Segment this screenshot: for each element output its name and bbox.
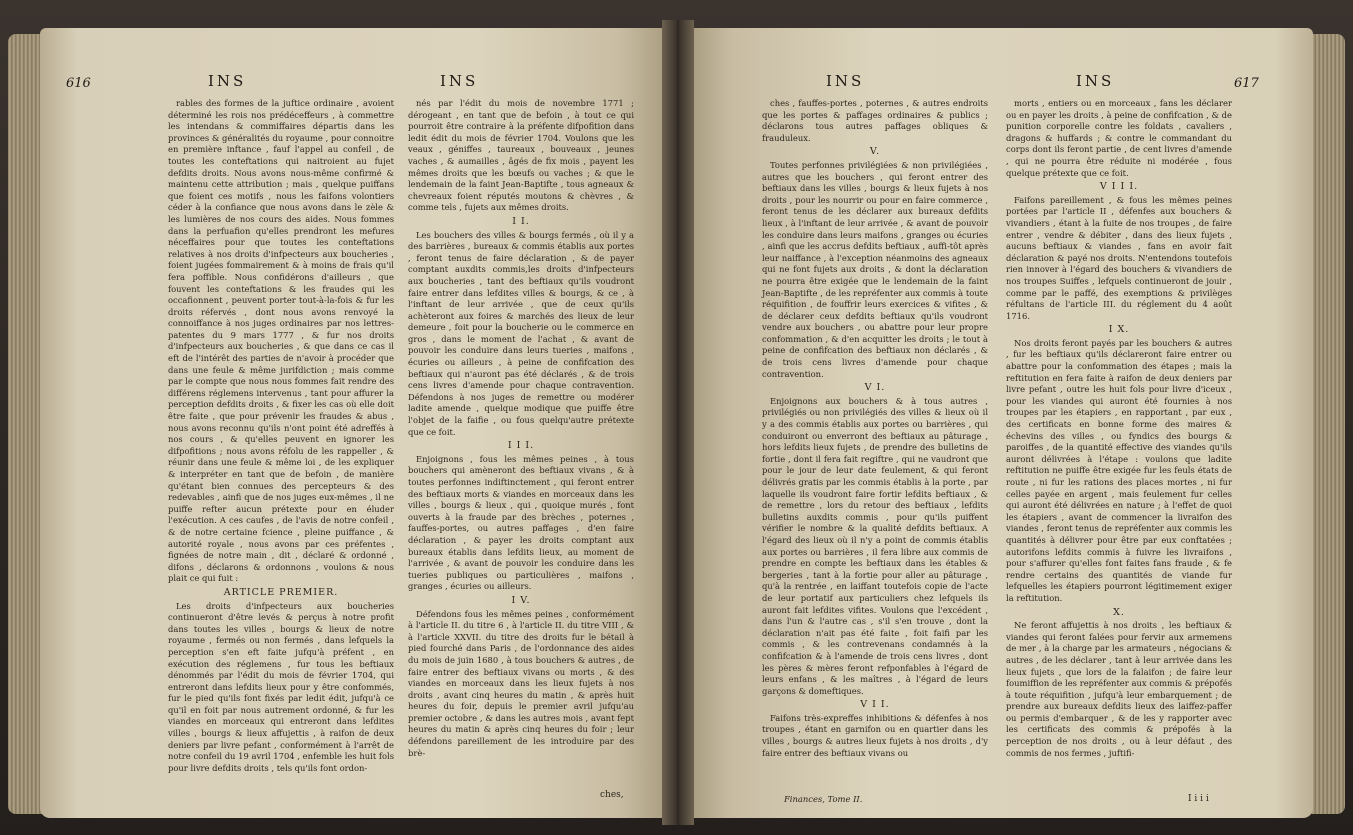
paragraph: Enjoignons aux bouchers & à tous autres , privilégiés ou non privilégiés des villes & lieux où il y a des commis établis aux portes ou barrières , qui conduiront ou enverront des beftiaux au pâturage , hors lefdits lieux fujets , de prendre des bulletins de fortie , dont il fera fait regiftre , qui ne vaudront que pour le jour de leur date feulement, & qui feront délivrés gratis par les commis établis à la porte , par laquelle ils voudront faire fortir lefdits beftiaux , & de remettre , lors du retour des beftiaux , lefdits bulletins auxdits commis , pour qu'ils puiffent vérifier le nombre & la qualité defdits beftiaux. A l'égard des lieux où il n'y a point de commis établis aux portes ou barrières , il fera libre aux commis de prendre en compte les beftiaux dans les étables & bergeries , tant à la fortie pour aller au pâturage , qu'à la rentrée , en laiffant toutefois copie de l'acte de leur portatif aux particuliers chez lefquels ils auront fait lefdites vifites. Voulons que l'excédent , dans l'un & l'autre cas , s'il s'en trouve , dont la déclaration n'ait pas été faite , foit faifi par les commis , & les contrevenans condamnés à la confifcation & à l'amende de trois cens livres , dont les pères & mères feront refponfables à l'égard de leurs enfans , & les maîtres , à l'égard de leurs garçons & domeftiques.	[762, 395, 988, 696]
section-heading: V I I.	[860, 699, 890, 711]
page-footer: Finances, Tome II.	[784, 794, 863, 804]
paragraph: rables des formes de la juftice ordinaire , avoient déterminé les rois nos prédéceffeurs , à commettre les intendans & commiffaires départis dans les provinces & généralités du royaume , pour connoitre en première inftance , fauf l'appel au confeil , de toutes les conteftations qui naitroient au fujet defdits droits. Nous avons nous-même confirmé & maintenu cette attribution ; mais , quelque puiffans que foient ces motifs , nous les faifons volontiers céder à la confiance que nous avons dans le zèle & les lumières de nos cours des aides. Nous fommes dans la perfuafion qu'elles prendront les mefures néceffaires pour que toutes les conteftations relatives à nos droits d'infpecteurs aux boucheries , foient jugées fommairement & à moins de frais qu'il fera poffible. Nous confidérons d'ailleurs , que fouvent les conteftations & les fraudes qui les occafionnent , peuvent porter tout-à-la-fois & fur les droits réfervés , dont nous avons renvoyé la connoiffance à nos juges ordinaires par nos lettres-patentes du 9 mars 1777 , & fur nos droits d'infpecteurs aux boucheries , & que dans ce cas il eft de l'intérêt des parties de n'avoir à procéder que dans une feule & même jurifdiction ; mais comme par le compte que nous nous fommes fait rendre des différens réglemens intervenus , tant pour affurer la perception defdits droits , & fixer les cas où elle doit être faite , que pour prévenir les fraudes & abus , nous avons reconnu qu'ils n'ont point été adreffés à nos cours , & qu'elles peuvent en ignorer les difpofitions ; nous avons réfolu de les rappeller , & réunir dans une feule & même loi , de les expliquer & interpréter en tant que de befoin , de manière qu'étant bien connues des percepteurs & des redevables , ainfi que de nos juges eux-mêmes , il ne puiffe refter aucun prétexte pour en éluder l'exécution. A ces caufes , de l'avis de notre confeil , & de notre certaine fcience , pleine puiffance , & autorité royale , nous avons par ces préfentes , fignées de notre main , dit , déclaré & ordonné , difons , déclarons & ordonnons , voulons & nous plait ce qui fuit :	[168, 98, 394, 584]
paragraph: ches , fauffes-portes , poternes , & autres endroits que les portes & paffages ordinaires & publics ; déclarons tous autres paffages obliques & frauduleux.	[762, 98, 988, 143]
paragraph: Nos droits feront payés par les bouchers & autres , fur les beftiaux qu'ils déclareront faire entrer ou abattre pour la confommation des étapes ; mais la reftitution en fera faite à raifon de deux deniers par livre pefant , outre les huit fols pour livre d'iceux , pour les viandes qui auront été fournies à nos troupes par les étapiers , en rapportant , par eux , des certificats en bonne forme des maires & échevins des villes , ou fyndics des bourgs & paroiffes , de la quantité effective des viandes qu'ils auront délivrées à l'étape : voulons que ladite reftitution ne puiffe être exigée fur les feuls états de route , ni fur les rations des places mortes , ni fur celles payée en argent , mais feulement fur celles qui auront été délivrées en nature ; à l'effet de quoi les étapiers , avant de commencer la livraifon des viandes , feront tenus de repréfenter aux commis les quantités à délivrer pour être par eux conftatées ; autorifons lefdits commis à fuivre les livraifons , pour s'affurer qu'elles font faites fans fraude , & fe rendre certains des quantités de viande fur lefquelles les étapiers pourront légitimement exiger la reftitution.	[1006, 337, 1232, 603]
left-column-2	[408, 98, 634, 761]
section-heading: V I.	[864, 382, 886, 394]
paragraph: Les bouchers des villes & bourgs fermés , où il y a des barrières , bureaux & commis établis aux portes , feront tenus de faire déclaration , & de payer comptant auxdits commis,les droits d'infpecteurs aux boucheries , tant des beftiaux qu'ils voudront faire entrer dans lefdites villes & bourgs, & ce , à l'inftant de leur arrivée , que de ceux qu'ils achèteront aux foires & marchés des lieux de leur demeure , foit pour la boucherie ou le commerce en gros , dans le moment de l'achat , & avant de pouvoir les conduire dans leurs tueries , maifons , écuries ou ailleurs , à peine de confifcation des beftiaux qui n'auront pas été déclarés , & de trois cens livres d'amende pour chaque contravention. Défendons à nos juges de remettre ou modérer ladite amende , quelque modique que puiffe être l'objet de la faifie , ou fous quelqu'autre prétexte que ce foit.	[408, 229, 634, 437]
book-gutter	[662, 20, 694, 825]
left-page-edges	[8, 34, 42, 814]
paragraph: morts , entiers ou en morceaux , fans les déclarer ou en payer les droits , à peine de confifcation , & de punition corporelle contre les foldats , cavaliers , dragons & huffards ; & contre le commandant du corps dont ils feront partie , de cent livres d'amende , qui ne pourra être réduite ni modérée , fous quelque prétexte que ce foit.	[1006, 98, 1232, 178]
section-heading: V.	[869, 146, 881, 158]
left-column-1	[168, 98, 394, 776]
section-heading: I V.	[511, 594, 531, 606]
paragraph: Toutes perfonnes privilégiées & non privilégiées , autres que les bouchers , qui feront entrer des beftiaux dans les villes , bourgs & lieux fujets à nos droits , pour les nourrir ou pour en faire commerce , feront tenus de les déclarer aux bureaux defdits lieux , à l'inftant de leur arrivée , & avant de pouvoir les conduire dans leurs maifons , granges ou écuries , ainfi que les accrus defdits beftiaux , auffi-tôt après leur naiffance , à l'exception néanmoins des agneaux qui ne font fujets aux droits , & dont la déclaration ne pourra être exigée que le lendemain de la faint Jean-Baptifte , de les repréfenter aux commis à toute réquifition , de fouffrir leurs exercices & vifites , & de déclarer ceux defdits beftiaux qu'ils voudront vendre aux bouchers , ou abattre pour leur propre confommation , & d'en acquitter les droits ; le tout à peine de confifcation des beftiaux non déclarés , & de trois cens livres d'amende pour chaque contravention.	[762, 159, 988, 379]
paragraph: Enjoignons , fous les mêmes peines , à tous bouchers qui amèneront des beftiaux vivans , & à toutes perfonnes indiftinctement , qui feront entrer des beftiaux morts & viandes en morceaux dans les villes , bourgs & lieux , qui , quoique murés , font ouverts à la fraude par des brèches , poternes , fauffes-portes, ou autres paffages , d'en faire déclaration , & payer les droits comptant aux bureaux établis dans lefdits lieux, au moment de l'arrivée , & avant de pouvoir les conduire dans les tueries publiques ou particulières , maifons , granges , écuries ou ailleurs.	[408, 453, 634, 592]
paragraph: Faifons très-expreffes inhibitions & défenfes à nos troupes , étant en garnifon ou en quartier dans les villes , bourgs & autres lieux fujets à nos droits , d'y faire entrer des beftiaux vivans ou	[762, 712, 988, 758]
right-page-number: 617	[1234, 76, 1259, 91]
signature-mark: I i i i	[1188, 794, 1209, 804]
right-column-1	[762, 98, 988, 761]
left-header-left: INS	[208, 72, 247, 90]
paragraph: Les droits d'infpecteurs aux boucheries continueront d'être levés & perçus à notre profit dans toutes les villes , bourgs & lieux de notre royaume , fermés ou non fermés , dans lefquels la perception s'en eft faite jufqu'à préfent , en exécution des réglemens , fur tous les beftiaux dénommés par l'édit du mois de février 1704, qui entreront dans lefdits lieux pour y être confommés, fur le pied qu'ils font fixés par ledit édit, jufqu'à ce qu'il en foit par nous autrement ordonné, & fur les viandes en morceaux qui entreront dans lefdites villes , bourgs & lieux affujettis , à raifon de deux deniers par livre pefant , conformément à l'arrêt de notre confeil du 19 avril 1704 , enfemble les huit fols pour livre defdits droits , tels qu'ils font ordon-	[168, 600, 394, 773]
left-page-number: 616	[66, 76, 91, 91]
right-column-2	[1006, 98, 1232, 761]
right-header-right: INS	[1076, 72, 1115, 90]
section-heading: I I I.	[507, 440, 535, 452]
section-heading: I I.	[512, 215, 530, 227]
section-heading: X.	[1113, 606, 1125, 618]
paragraph: Faifons pareillement , & fous les mêmes peines portées par l'article II , défenfes aux bouchers & vivandiers , étant à la fuite de nos troupes , de faire entrer , vendre & débiter , dans des lieux fujets , aucuns beftiaux & viandes , fans en avoir fait déclaration & payé nos droits. N'entendons toutefois rien innover à l'égard des bouchers & vivandiers de nos troupes Suiffes , lefquels continueront de jouir , comme par le paffé, des exemptions & privilèges réfultans de l'article III. du réglement du 4 août 1716.	[1006, 194, 1232, 321]
catchword: ches,	[600, 790, 624, 800]
section-heading: ARTICLE PREMIER.	[223, 586, 339, 598]
paragraph: Défendons fous les mêmes peines , conformément à l'article II. du titre 6 , à l'article II. du titre VIII , & à l'article XXVII. du titre des droits fur le bétail à pied fourché dans Paris , de l'ordonnance des aides du mois de juin 1680 , à tous bouchers & autres , de faire entrer des beftiaux vivans ou morts , & des viandes en morceaux dans les lieux fujets à nos droits , avant cinq heures du matin , & après huit heures du foir, depuis le premier avril jufqu'au premier octobre , & dans les autres mois , avant fept heures du matin & après cinq heures du foir ; leur défendons pareillement de les introduire par des brè-	[408, 608, 634, 758]
left-page	[40, 28, 668, 818]
right-page	[688, 28, 1313, 818]
section-heading: I X.	[1108, 324, 1130, 336]
left-header-right: INS	[440, 72, 479, 90]
paragraph: nés par l'édit du mois de novembre 1771 ; dérogeant , en tant que de befoin , à tout ce qui pourroit être contraire à la préfente difpofition dans ledit édit du mois de février 1704. Voulons que les veaux , géniffes , taureaux , bouveaux , jeunes vaches , & aumailles , âgés de fix mois , payent les mêmes droits que les bœufs ou vaches ; & que le lendemain de la faint Jean-Baptifte , tous agneaux & chevreaux foient réputés moutons & chèvres , & comme tels , fujets aux mêmes droits.	[408, 98, 634, 213]
right-page-edges	[1311, 34, 1345, 814]
section-heading: V I I I.	[1099, 181, 1139, 193]
right-header-left: INS	[826, 72, 865, 90]
paragraph: Ne feront affujettis à nos droits , les beftiaux & viandes qui feront falées pour fervir aux armemens de mer , à la charge par les armateurs , négocians & autres , de les déclarer , tant à leur arrivée dans les lieux fujets , que lors de la falaifon ; de faire leur foumiffion de les repréfenter aux commis & prépofés à toute réquifition , jufqu'à leur embarquement ; de prendre aux bureaux defdits lieux des laiffez-paffer ou permis d'embarquer , & de les y rapporter avec les certificats des commis & prépofés à la perception de nos droits , ou à leur défaut , des commis de nos fermes , juftifi-	[1006, 620, 1232, 758]
